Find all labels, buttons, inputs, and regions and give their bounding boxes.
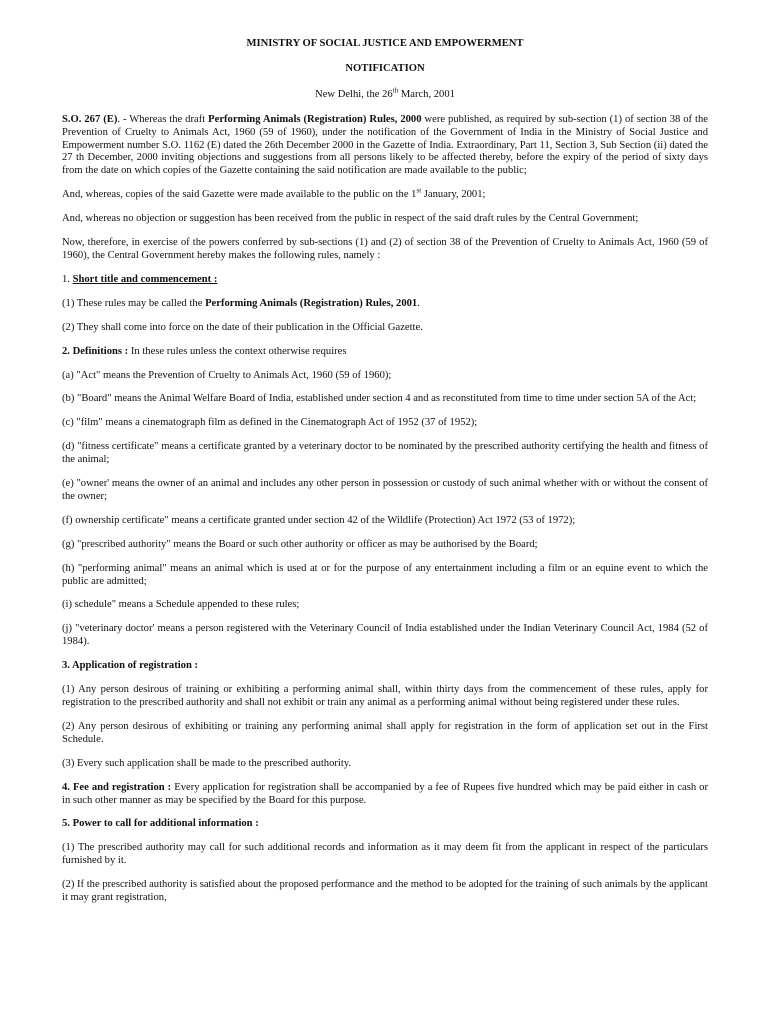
date-prefix: New Delhi, the 26 [315, 88, 393, 100]
definition-a: (a) "Act" means the Prevention of Cruelty to Animals Act, 1960 (59 of 1960); [62, 369, 392, 381]
rules-title: Performing Animals (Registration) Rules, 2001 [205, 297, 418, 309]
definition-d: (d) "fitness certificate" means a certificate granted by a veterinary doctor to be nominated by the prescribed authority certifying the health and fitness of the animal; [62, 441, 708, 466]
section-1-title: Short title and commencement : [72, 273, 218, 285]
definition-h: (h) "performing animal" means an animal which is used at or for the purpose of any entertainment including a film or an equine event to which the public are admitted; [62, 562, 708, 587]
so-number: S.O. 267 (E) [62, 113, 118, 125]
definition-f: (f) ownership certificate" means a certificate granted under section 42 of the Wildlife (Protection) Act 1972 (53 of 1972); [62, 514, 576, 526]
definition-i: (i) schedule" means a Schedule appended to these rules; [62, 599, 300, 611]
section-5-clause-2: (2) If the prescribed authority is satisfied about the proposed performance and the method to be adopted for the training of such animals by the applicant it may grant registration, [62, 879, 708, 904]
section-4-title: 4. Fee and registration : [62, 781, 172, 793]
section-3-clause-1: (1) Any person desirous of training or exhibiting a performing animal shall, within thirty days from the commencement of these rules, apply for registration to the prescribed authority and shall not exhibit or train any animal as a performing animal without being registered under these rules. [62, 684, 708, 708]
preamble-paragraph-4: Now, therefore, in exercise of the powers conferred by sub-sections (1) and (2) of section 38 of the Prevention of Cruelty to Animals Act, 1960 (59 of 1960), the Central Government hereby makes the following rules, namely : [62, 237, 708, 261]
ministry-heading: MINISTRY OF SOCIAL JUSTICE AND EMPOWERMENT [246, 38, 524, 49]
preamble-text-b: were published, as required by sub-section (1) of section 38 of the Prevention of Cruelty to Animals Act, 1960 (59 of 1960), under the notification of the Government of India in the Ministry of Social Justice and Empowerment number S.O. 1162 (E) dated the 26th December 2000 in the Gazette of India. Extraordinary, Part 11, Section 3, Sub Section (ii) dated the 27 th December, 2000 inviting objections and suggestions from all persons likely to be affected thereby, before the expiry of the period of sixty days from the date on which copies of the Gazette containing the said notification are made available to the public; [62, 113, 708, 177]
gazette-text-a: And, whereas, copies of the said Gazette were made available to the public on the 1 [62, 189, 417, 201]
clause-text-a: (1) These rules may be called the [62, 297, 206, 309]
preamble-paragraph-1 [62, 114, 708, 179]
definitions-title: 2. Definitions : [62, 345, 129, 357]
section-1-heading [62, 274, 708, 287]
definitions-intro: In these rules unless the context otherwise requires [128, 345, 347, 357]
section-4-text: Every application for registration shall be accompanied by a fee of Rupees five hundred which may be paid either in cash or in such other manner as may be specified by the Board for this purpose. [62, 781, 708, 806]
preamble-paragraph-3: And, whereas no objection or suggestion has been received from the public in respect of the said draft rules by the Central Government; [62, 213, 639, 225]
definition-b: (b) "Board" means the Animal Welfare Board of India, established under section 4 and as reconstituted from time to time under section 5A of the Act; [62, 393, 697, 405]
notification-date [62, 86, 708, 102]
definition-g: (g) "prescribed authority" means the Board or such other authority or officer as may be authorised by the Board; [62, 538, 538, 550]
section-3-clause-3: (3) Every such application shall be made to the prescribed authority. [62, 757, 352, 769]
notification-heading: NOTIFICATION [345, 62, 425, 74]
section-1-number: 1. [62, 273, 73, 285]
clause-text-b: . [417, 297, 420, 309]
section-1-clause-2: (2) They shall come into force on the date of their publication in the Official Gazette. [62, 321, 423, 333]
section-3-heading: 3. Application of registration : [62, 660, 199, 672]
definition-j: (j) "veterinary doctor' means a person registered with the Veterinary Council of India established under the Indian Veterinary Council Act, 1984 (52 of 1984). [62, 623, 708, 648]
definition-c: (c) "film" means a cinematograph film as defined in the Cinematograph Act of 1952 (37 of 1952); [62, 417, 478, 429]
gazette-text-b: January, 2001; [421, 189, 486, 201]
preamble-text-a: . - Whereas the draft [117, 113, 209, 125]
preamble-paragraph-2 [62, 186, 708, 202]
section-4 [62, 782, 708, 808]
section-5-clause-1: (1) The prescribed authority may call for such additional records and information as it may deem fit from the applicant in respect of the particulars furnished by it. [62, 842, 708, 867]
section-3-clause-2: (2) Any person desirous of exhibiting or training any performing animal shall apply for registration in the form of application set out in the First Schedule. [62, 720, 708, 745]
gazette-superscript: st [416, 186, 422, 195]
date-superscript: th [392, 86, 399, 95]
section-1-clause-1 [62, 298, 708, 311]
definition-e: (e) "owner' means the owner of an animal and includes any other person in possession or custody of such animal whether with or without the consent of the owner; [62, 478, 708, 502]
draft-rules-title: Performing Animals (Registration) Rules, 2000 [208, 113, 422, 125]
document-page [62, 38, 708, 915]
section-5-heading: 5. Power to call for additional information : [62, 818, 259, 830]
section-2-heading [62, 346, 708, 359]
date-suffix: March, 2001 [398, 88, 455, 100]
